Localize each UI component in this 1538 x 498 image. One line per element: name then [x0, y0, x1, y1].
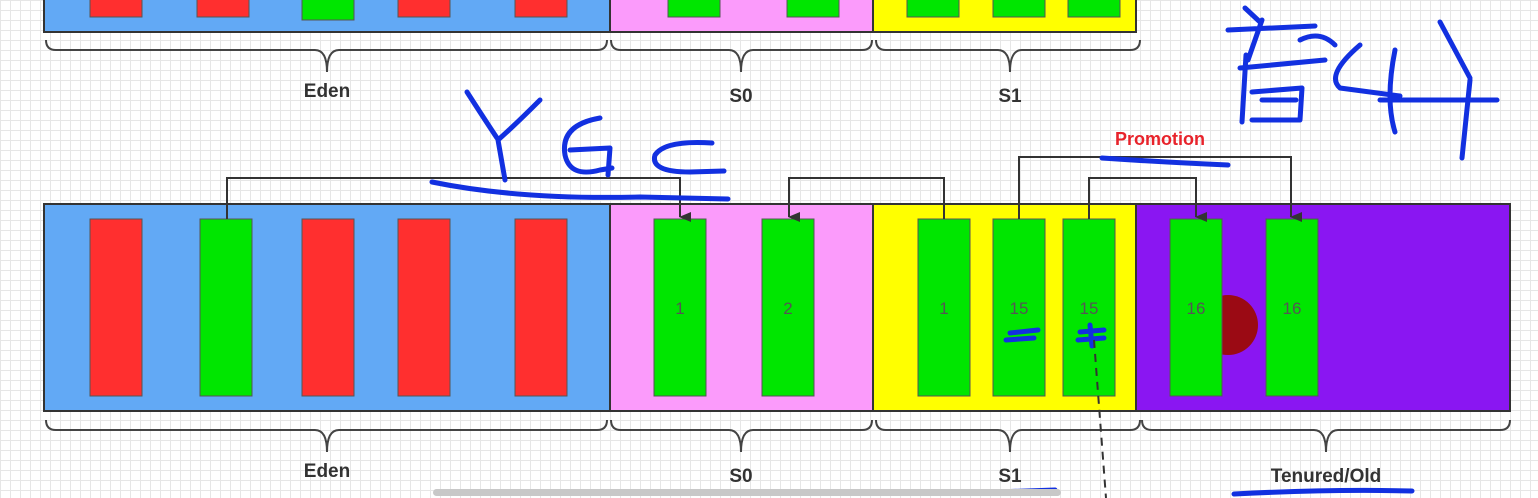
top-s1-brace [876, 40, 1140, 72]
eden-object-dead [302, 219, 354, 396]
bottom-heap-row [44, 129, 1510, 487]
s1-object-age: 15 [1079, 299, 1099, 318]
top-heap-row [44, 0, 1140, 107]
handwriting-ygc-g [564, 118, 612, 175]
ygc-underline [432, 182, 728, 199]
s1-object-age: 1 [939, 299, 949, 318]
handwriting-ygc-c [654, 143, 724, 173]
tenured-label-underline [1234, 490, 1412, 494]
s0-label: S0 [729, 466, 753, 487]
top-s1-object-live [993, 0, 1045, 17]
tenured-label: Tenured/Old [1270, 466, 1382, 487]
tenured-object-age: 16 [1186, 299, 1206, 318]
top-s0-object-live [787, 0, 839, 17]
tenured-object-age: 16 [1282, 299, 1302, 318]
handwriting-ygc-y [467, 92, 540, 180]
eden-object-dead [398, 219, 450, 396]
eden-object-live [200, 219, 252, 396]
top-eden-object-dead [197, 0, 249, 17]
promotion-label: Promotion [1115, 129, 1205, 149]
s0-object-age: 1 [675, 299, 685, 318]
eden-object-dead [515, 219, 567, 396]
top-eden-brace [46, 40, 607, 72]
top-s0-object-live [668, 0, 720, 17]
top-eden-label: Eden [303, 81, 351, 102]
eden-object-dead [90, 219, 142, 396]
s0-brace [611, 420, 872, 452]
horizontal-scrollbar[interactable] [433, 489, 1061, 496]
top-eden-object-live [302, 0, 354, 20]
top-s0-brace [611, 40, 872, 72]
top-eden-object-dead [90, 0, 142, 17]
eden-brace [46, 420, 607, 452]
top-s0-label: S0 [729, 86, 753, 107]
top-eden-object-dead [398, 0, 450, 17]
s1-object-age: 15 [1009, 299, 1029, 318]
handwriting-chinese-1 [1228, 8, 1335, 122]
handwriting-chinese-2 [1336, 22, 1498, 158]
top-s1-object-live [907, 0, 959, 17]
promotion-underline [1102, 158, 1228, 165]
top-s1-object-live [1068, 0, 1120, 17]
s1-label: S1 [998, 466, 1022, 487]
s0-object-age: 2 [783, 299, 793, 318]
eden-label: Eden [303, 461, 351, 482]
s0-region [610, 204, 873, 411]
top-s1-label: S1 [998, 86, 1022, 107]
top-eden-object-dead [515, 0, 567, 17]
tenured-brace [1142, 420, 1510, 452]
